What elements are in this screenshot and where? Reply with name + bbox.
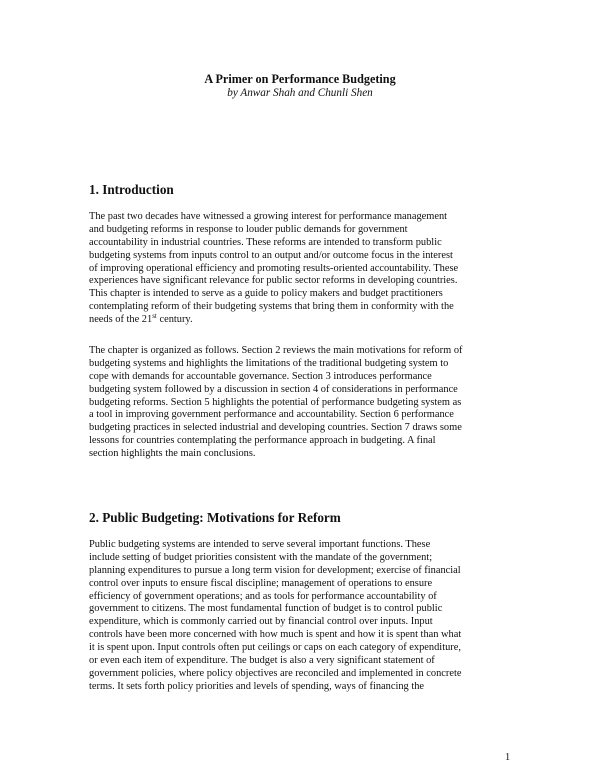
paragraph-line: control over inputs to ensure fiscal discipline; management of operations to ensure	[89, 577, 433, 589]
section-heading-public-budgeting: 2. Public Budgeting: Motivations for Reform	[89, 510, 341, 525]
ordinal-superscript: st	[152, 312, 157, 321]
paragraph-line: The past two decades have witnessed a growing interest for performance management	[89, 211, 448, 222]
document-title: A Primer on Performance Budgeting	[204, 72, 396, 86]
paragraph-line	[89, 314, 529, 327]
paragraph-line: it is spent upon. Input controls often put ceilings or caps on each category of expenditure,	[89, 642, 461, 654]
paragraph-line: section highlights the main conclusions.	[89, 448, 256, 460]
paragraph-line: and budgeting reforms in response to louder public demands for government	[89, 223, 408, 235]
paragraph-line: budgeting reforms. Section 5 highlights the potential of performance budgeting system as	[89, 396, 462, 408]
paragraph-line: This chapter is intended to serve as a guide to policy makers and budget practitioners	[89, 288, 443, 300]
paragraph-line: contemplating reform of their budgeting systems that bring them in conformity with the	[89, 301, 454, 313]
paragraph-line: budgeting systems and highlights the limitations of the traditional budgeting system to	[89, 357, 449, 369]
page-number: 1	[505, 752, 511, 763]
paragraph-line: efficiency of government operations; and as tools for performance accountability of	[89, 590, 437, 602]
paragraph-line: include setting of budget priorities consistent with the mandate of the government;	[89, 551, 433, 563]
paragraph-line: budgeting systems from inputs control to an output and/or outcome focus in the interest	[89, 249, 453, 261]
introduction-paragraph-2	[89, 345, 529, 461]
paragraph-line: planning expenditures to pursue a long term vision for development; exercise of financial	[89, 564, 461, 576]
paragraph-line: accountability in industrial countries. These reforms are intended to transform public	[89, 236, 442, 248]
paragraph-line: lessons for countries contemplating the performance approach in budgeting. A final	[89, 435, 436, 447]
line-text: needs of the 21	[89, 314, 153, 326]
paragraph-line: terms. It sets forth policy priorities and levels of spending, ways of financing the	[89, 680, 425, 692]
paragraph-line: a tool in improving government performance and accountability. Section 6 performance	[89, 409, 454, 421]
line-text: century.	[156, 314, 193, 326]
paragraph-line: cope with demands for accountable governance. Section 3 introduces performance	[89, 370, 432, 382]
document-authors: by Anwar Shah and Chunli Shen	[227, 87, 373, 99]
paragraph-line: government to citizens. The most fundamental function of budget is to control public	[89, 603, 443, 615]
public-budgeting-paragraph-1	[89, 539, 529, 694]
paragraph-line: experiences have significant relevance for public sector reforms in developing countries.	[89, 275, 458, 287]
introduction-paragraph-1	[89, 211, 529, 327]
paragraph-line: government policies, where policy objectives are reconciled and implemented in concrete	[89, 667, 462, 679]
paragraph-line: expenditure, which is commonly carried out by financial control over inputs. Input	[89, 616, 433, 628]
paragraph-line: Public budgeting systems are intended to serve several important functions. These	[89, 539, 431, 550]
paragraph-line: or even each item of expenditure. The budget is also a very significant statement of	[89, 655, 435, 667]
paragraph-line: budgeting practices in selected industrial and developing countries. Section 7 draws some	[89, 422, 462, 434]
paragraph-line: of improving operational efficiency and promoting results-oriented accountability. These	[89, 262, 459, 274]
paragraph-line: The chapter is organized as follows. Section 2 reviews the main motivations for reform of	[89, 345, 463, 356]
paragraph-line: budgeting system followed by a discussion in section 4 of considerations in performance	[89, 383, 458, 395]
paragraph-line: controls have been more concerned with how much is spent and how it is spent than what	[89, 629, 462, 641]
section-heading-introduction: 1. Introduction	[89, 182, 174, 197]
